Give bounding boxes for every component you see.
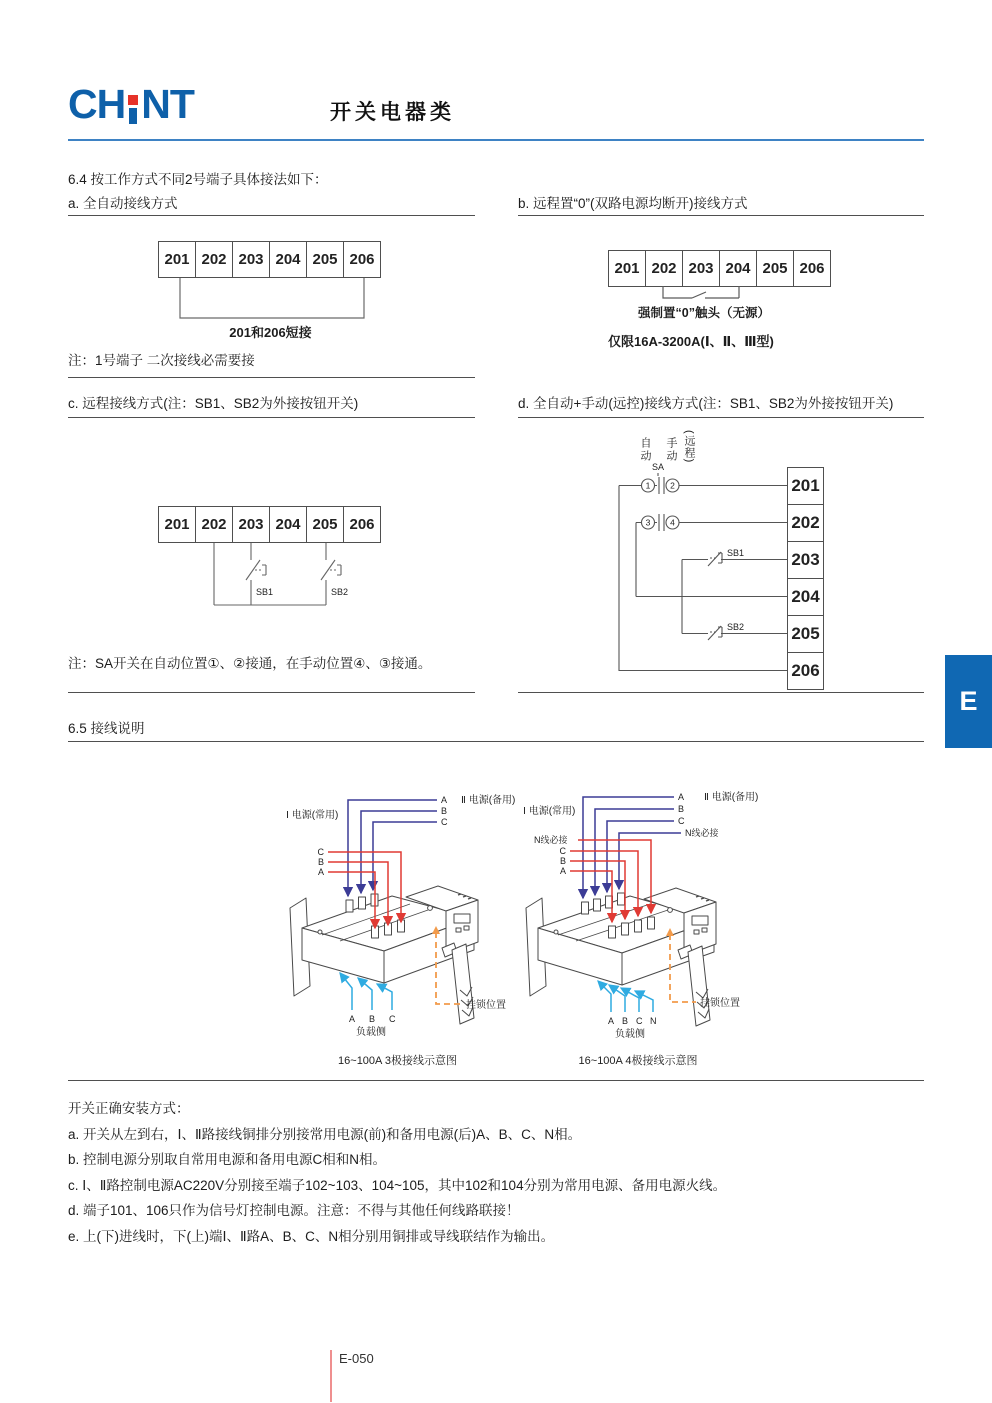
terminal-201: 201 [158,241,196,278]
svg-text:C: C [636,1016,643,1026]
device-diagram-3pole [280,780,515,1045]
remote-wiring-diagram [158,542,400,622]
method-a-title: a. 全自动接线方式 [68,196,178,211]
mode-manual-label: 手动 [665,437,677,463]
n-required-label: N线必接 [534,835,568,845]
svg-text:N: N [650,1016,657,1026]
terminal-203: 203 [232,506,270,543]
auto-manual-wiring-diagram [560,425,790,695]
terminal-203: 203 [232,241,270,278]
sb2-label: SB2 [331,587,349,597]
logo-text-right: NT [141,81,194,127]
logo-i-glyph [127,84,139,124]
section-6-5-heading: 6.5 接线说明 [68,721,145,736]
method-c-title: c. 远程接线方式(注：SB1、SB2为外接按钮开关) [68,396,359,411]
method-d-title: d. 全自动+手动(远控)接线方式(注：SB1、SB2为外接按钮开关) [518,396,894,411]
padlock-label: 挂锁位置 [700,998,740,1009]
section-tab-e: E [945,655,992,748]
svg-text:C: C [559,846,566,856]
source1-label: Ⅰ 电源(常用) [523,806,576,817]
terminal-204: 204 [719,250,757,287]
svg-text:A: A [317,867,324,877]
svg-text:A: A [349,1014,356,1024]
contact-4: 4 [670,517,675,528]
svg-text:A: A [559,866,566,876]
terminal-205: 205 [787,615,824,653]
divider [68,692,475,693]
divider [68,215,475,216]
sb1-label: SB1 [256,587,274,597]
terminal-204: 204 [269,241,307,278]
forced-zero-label: 强制置“0”触头（无源） [638,306,770,320]
logo-text-left: CH [68,81,126,127]
install-title: 开关正确安装方式： [68,1101,190,1116]
terminal-201: 201 [787,467,824,505]
svg-text:C: C [678,816,685,826]
svg-text:B: B [678,804,685,814]
shorting-link-a [158,277,383,323]
diagram-4pole-caption: 16~100A 4极接线示意图 [578,1055,698,1067]
n-required-label: N线必接 [685,828,719,838]
source2-label: Ⅱ 电源(备用) [461,795,516,806]
terminal-203: 203 [682,250,720,287]
terminal-tab [346,900,353,912]
terminal-tab [582,902,589,914]
terminal-202: 202 [787,504,824,542]
terminal-206: 206 [343,506,381,543]
terminal-204: 204 [269,506,307,543]
terminal-202: 202 [195,241,233,278]
note-sa-switch: 注：SA开关在自动位置①、②接通，在手动位置④、③接通。 [68,656,432,671]
terminal-203: 203 [787,541,824,579]
device-diagram-4pole [518,780,758,1045]
terminal-205: 205 [756,250,794,287]
install-item-b: b. 控制电源分别取自常用电源和备用电源C相和N相。 [68,1152,387,1167]
terminal-205: 205 [306,506,344,543]
divider [68,417,475,418]
diagram-3pole-caption: 16~100A 3极接线示意图 [338,1055,457,1067]
svg-text:A: A [678,792,685,802]
phase-label: A [441,795,448,805]
divider [518,215,924,216]
terminal-206: 206 [343,241,381,278]
terminal-column-d [787,467,824,690]
terminal-strip-a [158,241,381,278]
logo-i-stem [129,108,137,124]
forced-zero-contact-symbol [608,286,833,304]
divider [68,741,924,742]
terminal-204: 204 [787,578,824,616]
svg-text:B: B [369,1014,376,1024]
svg-text:B: B [559,856,566,866]
load-side-label: 负载侧 [615,1029,645,1040]
install-item-a: a. 开关从左到右，Ⅰ、Ⅱ路接线铜排分别接常用电源(前)和备用电源(后)A、B、C、N相。 [68,1126,582,1142]
shorting-caption: 201和206短接 [229,325,312,340]
terminal-205: 205 [306,241,344,278]
logo-red-dot-icon [128,95,138,105]
mode-remote-label: (远程) [683,430,695,464]
install-item-d: d. 端子101、106只作为信号灯控制电源。注意：不得与其他任何线路联接！ [68,1203,520,1218]
chint-logo [68,81,194,127]
contact-1: 1 [645,480,651,491]
section-6-4-heading: 6.4 按工作方式不同2号端子具体接法如下： [68,172,328,187]
controller-display [692,916,708,925]
svg-text:C: C [389,1014,396,1024]
divider [68,377,475,378]
footer-accent-line [330,1350,332,1402]
page-number: E-050 [339,1351,374,1366]
divider [68,1080,924,1081]
sa-label: SA [651,462,665,472]
terminal-strip-b [608,250,831,287]
install-item-c: c. Ⅰ、Ⅱ路控制电源AC220V分别接至端子102~103、104~105，其中102和104分别为常用电源、备用电源火线。 [68,1177,727,1193]
terminal-202: 202 [195,506,233,543]
svg-text:A: A [608,1016,615,1026]
divider [518,417,924,418]
header-divider [68,139,924,141]
terminal-202: 202 [645,250,683,287]
terminal-201: 201 [158,506,196,543]
controller-display [454,914,470,923]
contact-3: 3 [645,517,651,528]
svg-text:C: C [441,817,448,827]
sb1-label: SB1 [727,548,745,558]
terminal-201: 201 [608,250,646,287]
install-item-e: e. 上(下)进线时，下(上)端Ⅰ、Ⅱ路A、B、C、N相分别用铜排或导线联结作为输出。 [68,1228,555,1244]
padlock-label: 挂锁位置 [466,1000,506,1011]
source1-label: Ⅰ 电源(常用) [286,810,339,821]
scope-label: 仅限16A-3200A(Ⅰ、Ⅱ、Ⅲ型) [608,334,774,349]
source2-label: Ⅱ 电源(备用) [704,792,759,803]
svg-text:B: B [317,857,324,867]
terminal-strip-c [158,506,381,543]
note-terminal-1: 注：1号端子 二次接线必需要接 [68,353,255,368]
sb2-label: SB2 [727,622,745,632]
method-b-title: b. 远程置“0”(双路电源均断开)接线方式 [518,196,748,211]
page-title: 开关电器类 [330,101,455,124]
install-instructions [68,1096,924,1249]
svg-text:B: B [622,1016,629,1026]
contact-2: 2 [670,480,675,491]
terminal-206: 206 [793,250,831,287]
load-side-label: 负载侧 [356,1027,386,1038]
svg-text:B: B [441,806,448,816]
svg-text:C: C [317,847,324,857]
terminal-206: 206 [787,652,824,690]
mode-auto-label: 自动 [639,437,651,463]
